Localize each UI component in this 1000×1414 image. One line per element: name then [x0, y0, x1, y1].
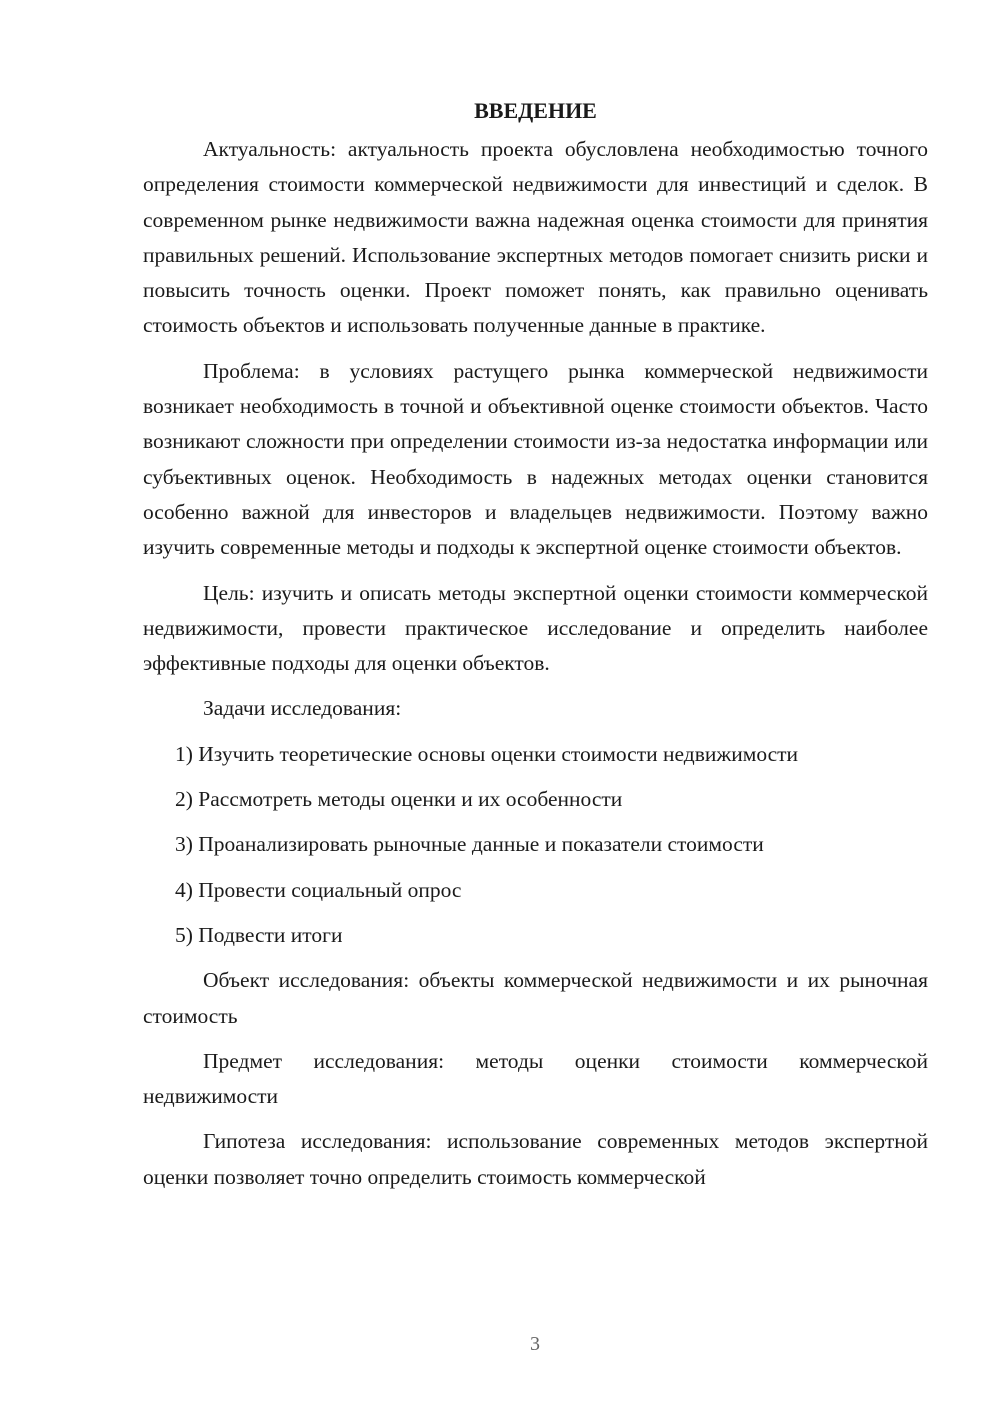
paragraph-hypothesis: Гипотеза исследования: использование современных методов экспертной оценки позволяет точно определить стоимость коммерческой [143, 1129, 928, 1189]
paragraph-problem: Проблема: в условиях растущего рынка коммерческой недвижимости возникает необходимость в точной и объективной оценке стоимости объектов. Часто возникают сложности при определении стоимости из-за недостатка информации или субъективных оценок. Необходимость в надежных методах оценки становится особенно важной для инвесторов и владельцев недвижимости. Поэтому важно изучить современные методы и подходы к экспертной оценке стоимости объектов. [143, 358, 928, 560]
task-item: 3) Проанализировать рыночные данные и показатели стоимости [175, 832, 764, 857]
task-item: 1) Изучить теоретические основы оценки стоимости недвижимости [175, 741, 799, 766]
paragraph-object: Объект исследования: объекты коммерческой недвижимости и их рыночная стоимость [143, 968, 928, 1028]
paragraph-subject: Предмет исследования: методы оценки стоимости коммерческой недвижимости [143, 1048, 928, 1109]
task-item: 5) Подвести итоги [175, 922, 343, 947]
tasks-list [143, 737, 928, 953]
paragraph-goal: Цель: изучить и описать методы экспертной оценки стоимости коммерческой недвижимости, провести практическое исследование и определить наиболее эффективные подходы для оценки объектов. [143, 580, 928, 676]
page-content [143, 93, 928, 1205]
paragraph-relevance: Актуальность: актуальность проекта обусловлена необходимостью точного определения стоимости коммерческой недвижимости для инвестиций и сделок. В современном рынке недвижимости важна надежная оценка стоимости для принятия правильных решений. Использование экспертных методов помогает снизить риски и повысить точность оценки. Проект поможет понять, как правильно оценивать стоимость объектов и использовать полученные данные в практике. [143, 137, 928, 338]
task-item: 2) Рассмотреть методы оценки и их особенности [175, 787, 623, 812]
task-item: 4) Провести социальный опрос [175, 877, 462, 902]
page-number: 3 [530, 1333, 540, 1355]
tasks-heading: Задачи исследования: [203, 696, 402, 721]
section-title: ВВЕДЕНИЕ [474, 98, 597, 123]
